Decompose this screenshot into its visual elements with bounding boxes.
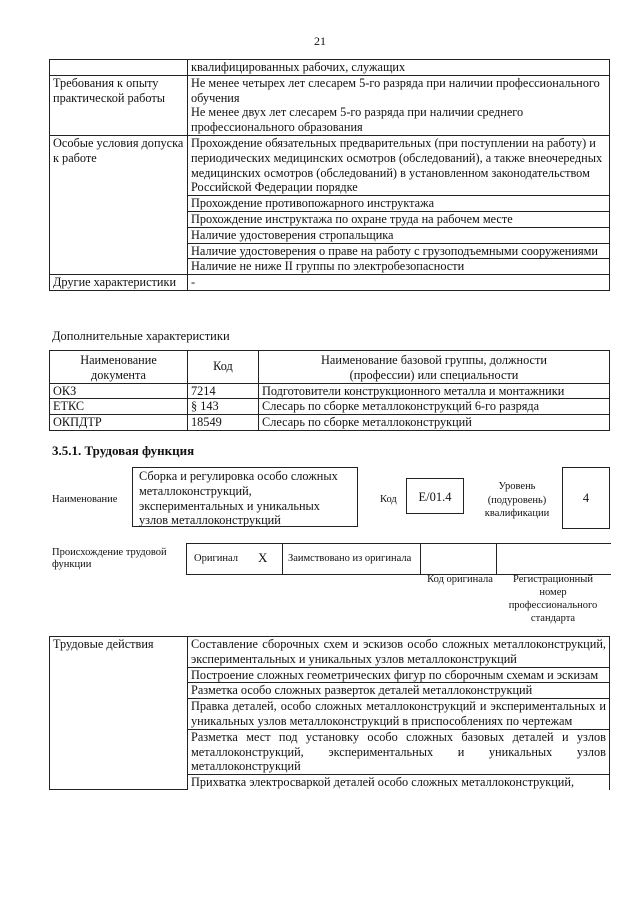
original-mark: X [258,550,268,565]
borrowed-label: Заимствовано из оригинала [288,553,412,564]
labor-action: Правка деталей, особо сложных металлоконструкций и экспериментальных и уникальных узлов металлоконструкций в приспособлениях по чертежам [188,699,610,730]
labor-actions-label: Трудовые действия [50,637,188,790]
special-condition-4: Наличие удостоверения стропальщика [188,227,610,243]
header-code: Код [188,351,259,384]
orig-code-label: Код оригинала [427,574,493,585]
labor-action: Составление сборочных схем и эскизов особо сложных металлоконструкций, экспериментальных и уникальных узлов металлоконструкций [188,637,610,668]
row-group: Слесарь по сборке металлоконструкций [259,415,610,431]
continuation-cell: квалифицированных рабочих, служащих [188,60,610,76]
special-condition-2: Прохождение противопожарного инструктажа [188,196,610,212]
other-label: Другие характеристики [50,275,188,291]
experience-value-2: Не менее двух лет слесарем 5-го разряда при наличии среднего профессионального образования [188,105,610,135]
special-condition-1: Прохождение обязательных предварительных (при поступлении на работу) и периодических медицинских осмотров (обследований), а также внеочередных медицинских осмотров (обследований) в установленном законодательством Российской Федерации порядке [188,135,610,195]
labor-action: Построение сложных геометрических фигур по сборочным схемам и эскизам [188,667,610,683]
divider [282,543,283,574]
row-code: 7214 [188,383,259,399]
labor-action: Прихватка электросваркой деталей особо сложных металлоконструкций, [188,775,610,790]
special-condition-3: Прохождение инструктажа по охране труда на рабочем месте [188,211,610,227]
special-conditions-label: Особые условия допуска к работе [50,135,188,274]
row-doc: ЕТКС [50,399,188,415]
table-row [50,399,610,415]
qualification-table [49,59,610,291]
level-label: Уровень (подуровень) квалификации [484,481,550,519]
labor-actions-table [49,636,610,790]
header-doc: Наименование документа [50,351,188,384]
header-group: Наименование базовой группы, должности (профессии) или специальности [259,351,610,384]
name-label: Наименование [52,494,118,505]
table-row [50,415,610,431]
page-number: 21 [314,34,326,48]
row-group: Слесарь по сборке металлоконструкций 6-го разряда [259,399,610,415]
other-value: - [188,275,610,291]
additional-table [49,350,610,431]
function-code-box: E/01.4 [406,478,464,514]
row-code: 18549 [188,415,259,431]
additional-title: Дополнительные характеристики [52,329,230,343]
divider [420,543,421,574]
row-doc: ОКЗ [50,383,188,399]
section-title: 3.5.1. Трудовая функция [52,443,195,458]
code-label: Код [380,494,397,505]
special-condition-5: Наличие удостоверения о праве на работу с грузоподъемными сооружениями [188,243,610,259]
level-box: 4 [562,467,610,529]
labor-action: Разметка мест под установку особо сложных базовых деталей и узлов металлоконструкций, экспериментальных и уникальных узлов металлоконструкций [188,729,610,774]
row-code: § 143 [188,399,259,415]
origin-label: Происхождение трудовой функции [52,547,167,570]
experience-label: Требования к опыту практической работы [50,75,188,135]
original-label: Оригинал [194,553,238,564]
row-doc: ОКПДТР [50,415,188,431]
reg-number-label: Регистрационный номер профессионального стандарта [508,574,598,624]
function-name-box: Сборка и регулировка особо сложных металлоконструкций, экспериментальных и уникальных узлов металлоконструкций [132,467,358,527]
divider [496,543,497,574]
table-row [50,383,610,399]
labor-action: Разметка особо сложных разверток деталей металлоконструкций [188,683,610,699]
special-condition-6: Наличие не ниже II группы по электробезопасности [188,259,610,275]
row-group: Подготовители конструкционного металла и монтажники [259,383,610,399]
experience-value-1: Не менее четырех лет слесарем 5-го разряда при наличии профессионального обучения [188,75,610,105]
